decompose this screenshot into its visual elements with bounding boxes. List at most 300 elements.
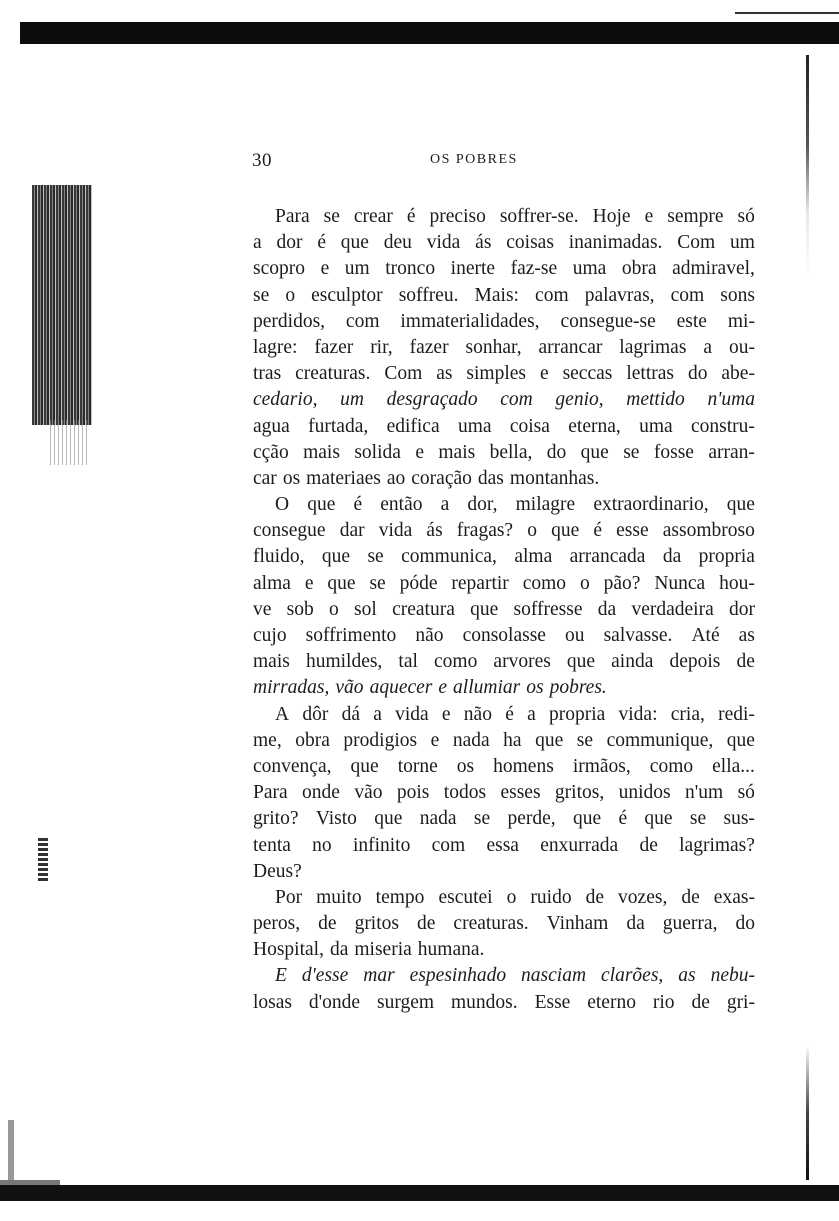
word: cria, <box>670 703 705 725</box>
word: a <box>253 232 262 254</box>
word: o <box>506 886 517 908</box>
word: car <box>253 467 277 489</box>
word: Hospital, <box>253 939 324 961</box>
word: gritos <box>354 913 399 935</box>
word: do <box>687 363 708 385</box>
word: aquecer <box>369 677 433 699</box>
word: d'onde <box>308 991 361 1013</box>
word: materiaes <box>306 467 381 489</box>
word: homens <box>493 755 554 777</box>
word: sol <box>354 598 377 620</box>
word: vida: <box>618 703 658 725</box>
word: ha <box>503 729 522 751</box>
word: consolasse <box>462 625 546 646</box>
word: Para <box>253 782 288 804</box>
word: seccas <box>562 363 613 385</box>
binding-shadow-fade <box>50 420 90 465</box>
word: que <box>535 729 564 751</box>
word: mar <box>363 965 395 987</box>
word: peros, <box>253 913 301 935</box>
word: Visto <box>315 808 357 830</box>
text-line <box>253 309 755 335</box>
word: e <box>441 703 451 725</box>
word: fosse <box>653 441 694 463</box>
scan-edge-thin <box>735 12 839 14</box>
word: repartir <box>451 572 509 594</box>
word: Nunca <box>654 572 706 594</box>
word: no <box>312 834 332 856</box>
word: dôr <box>302 703 329 725</box>
text-line <box>253 728 755 754</box>
word: dor, <box>467 494 498 516</box>
text-line <box>253 649 755 675</box>
word: depois <box>669 651 721 673</box>
word: immaterialidades, <box>400 310 540 332</box>
word: de <box>681 886 700 908</box>
word: mettido <box>626 389 685 411</box>
text-line <box>253 283 755 309</box>
word: só <box>737 206 755 227</box>
word: dor <box>276 232 303 254</box>
word: pobres. <box>549 677 607 699</box>
word: Deus? <box>253 860 302 882</box>
word: se <box>576 729 594 751</box>
word: unidos <box>618 782 671 804</box>
word: sons <box>720 284 755 306</box>
word: Esse <box>534 991 571 1013</box>
word: do <box>546 441 567 463</box>
word: se <box>253 284 270 306</box>
word: esculptor <box>311 284 383 306</box>
word: sob <box>286 598 314 620</box>
word: irmãos, <box>572 755 631 777</box>
word: sus- <box>723 808 755 830</box>
word: se <box>369 572 386 594</box>
text-line <box>253 204 755 230</box>
word: genio, <box>555 389 604 411</box>
word: guerra, <box>662 913 718 935</box>
word: se <box>367 546 384 568</box>
word: deu <box>383 232 412 254</box>
text-line <box>253 963 755 989</box>
word: perde, <box>507 808 556 830</box>
word: este <box>676 310 707 332</box>
text-line <box>253 440 755 466</box>
word: rio <box>652 991 675 1013</box>
word: edifica <box>386 415 440 437</box>
word: surgem <box>377 991 435 1013</box>
word: espesinhado <box>409 965 507 987</box>
word: com <box>670 284 705 306</box>
word: vozes, <box>618 886 668 908</box>
word: e <box>415 441 424 463</box>
word: os <box>526 677 544 699</box>
word: que <box>551 520 580 542</box>
word: é <box>353 494 363 516</box>
word: losas <box>253 991 292 1013</box>
word: o <box>285 284 296 306</box>
word: constru- <box>691 415 755 437</box>
word: admiravel, <box>672 258 755 280</box>
word: arrancar <box>538 336 603 358</box>
word: tenta <box>253 834 291 856</box>
word: da <box>626 913 645 935</box>
word: Até <box>691 625 720 646</box>
word: uma <box>639 415 673 437</box>
word: das <box>477 467 504 489</box>
word: arrancada <box>569 546 646 568</box>
word: preciso <box>429 206 486 227</box>
text-line <box>253 780 755 806</box>
word: e <box>320 258 330 280</box>
word: fragas? <box>456 520 514 542</box>
word: da <box>597 598 617 620</box>
word: obra <box>295 729 330 751</box>
word: que <box>340 232 369 254</box>
word: nasciam <box>521 965 587 987</box>
word: fluido, <box>253 546 305 568</box>
word: é <box>317 232 326 254</box>
word: o <box>329 598 339 620</box>
word: ás <box>475 232 492 254</box>
word: de <box>639 834 658 856</box>
word: a <box>527 703 536 725</box>
word: que <box>566 651 596 673</box>
word: abe- <box>721 363 755 385</box>
word: mais <box>438 441 476 463</box>
word: essa <box>486 834 519 856</box>
word: com <box>535 284 569 306</box>
word: Com <box>677 232 716 254</box>
word: coração <box>411 467 472 489</box>
word: rir, <box>370 336 393 358</box>
word: ve <box>253 598 272 620</box>
word: Por <box>275 886 303 908</box>
text-line <box>253 833 755 859</box>
word: consegue-se <box>560 310 656 332</box>
word: escutei <box>438 886 493 908</box>
word: se <box>323 206 340 227</box>
word: com <box>345 310 380 332</box>
word: clarões, <box>601 965 664 987</box>
word: vida <box>378 520 413 542</box>
word: que <box>327 572 356 594</box>
word: e <box>438 677 448 699</box>
text-line <box>253 623 755 649</box>
word: como <box>649 755 694 777</box>
word: as <box>738 625 755 646</box>
word: me, <box>253 729 282 751</box>
word: miseria <box>354 939 412 961</box>
word: como <box>522 572 567 594</box>
word: propria <box>698 546 755 568</box>
word: de <box>736 651 755 673</box>
word: e <box>539 363 549 385</box>
word: de <box>691 991 710 1013</box>
word: fazer <box>314 336 354 358</box>
word: tronco <box>385 258 436 280</box>
word: solida <box>354 441 401 463</box>
word: um <box>340 389 364 411</box>
word: póde <box>399 572 438 594</box>
word: que <box>726 494 755 516</box>
word: torne <box>397 755 438 777</box>
word: coisas <box>506 232 554 254</box>
word: creaturas. <box>453 913 529 935</box>
word: o <box>579 572 590 594</box>
word: nada <box>452 729 490 751</box>
word: humildes, <box>305 651 383 673</box>
word: pois <box>396 782 430 804</box>
word: alma <box>514 546 553 568</box>
word: é <box>618 808 628 830</box>
word: como <box>434 651 478 673</box>
word: scopro <box>253 258 305 280</box>
word: lagre: <box>253 336 298 358</box>
word: se <box>689 808 707 830</box>
margin-mark <box>38 838 48 883</box>
word: prodigios <box>343 729 418 751</box>
word: eterno <box>587 991 636 1013</box>
word: propria <box>548 703 606 725</box>
word: bella, <box>489 441 533 463</box>
word: dá <box>341 703 360 725</box>
word: O <box>275 494 290 516</box>
word: soffreu. <box>398 284 459 306</box>
word: é <box>593 520 603 542</box>
word: Mais: <box>474 284 519 306</box>
word: o <box>527 520 537 542</box>
word: ao <box>386 467 406 489</box>
text-line <box>253 859 755 885</box>
word: vão <box>354 782 383 804</box>
word: inerte <box>450 258 496 280</box>
word: mundos. <box>451 991 518 1013</box>
text-line <box>253 518 755 544</box>
word: montanhas. <box>509 467 600 489</box>
word: que <box>307 494 336 516</box>
word: que <box>374 808 403 830</box>
word: uma <box>457 415 492 437</box>
word: da <box>329 939 349 961</box>
body-text <box>253 204 755 1016</box>
word: da <box>662 546 682 568</box>
word: communique, <box>606 729 714 751</box>
word: enxurrada <box>540 834 619 856</box>
margin-mark-low <box>8 1120 14 1180</box>
word: e <box>430 729 440 751</box>
word: redi- <box>718 703 755 725</box>
text-line <box>253 702 755 728</box>
word: inanimadas. <box>568 232 663 254</box>
word: tras <box>253 363 282 385</box>
binding-shadow <box>32 185 92 425</box>
word: as <box>678 965 696 987</box>
word: crear <box>353 206 393 227</box>
running-head: OS POBRES <box>430 152 518 167</box>
word: ainda <box>611 651 654 673</box>
word: ás <box>426 520 443 542</box>
word: e <box>304 572 314 594</box>
word: vida <box>395 703 429 725</box>
word: hou- <box>719 572 755 594</box>
word: pão? <box>603 572 641 594</box>
word: é <box>505 703 514 725</box>
word: A <box>275 703 290 725</box>
word: que <box>572 808 602 830</box>
word: sempre <box>667 206 724 227</box>
word: mi- <box>727 310 755 332</box>
word: tal <box>398 651 418 673</box>
word: ruido <box>530 886 572 908</box>
word: palavras, <box>584 284 655 306</box>
word: mais <box>253 651 290 673</box>
scan-edge-top <box>20 22 839 44</box>
text-line <box>253 885 755 911</box>
word: de <box>318 913 337 935</box>
word: todos <box>443 782 487 804</box>
word: cção <box>253 441 289 463</box>
word: soffrer-se. <box>499 206 579 227</box>
word: só <box>737 782 755 804</box>
word: os <box>282 467 301 489</box>
word: perdidos, <box>253 310 326 332</box>
word: um <box>730 232 755 254</box>
word: soffrimento <box>305 625 397 646</box>
text-line <box>253 597 755 623</box>
word: que <box>580 441 609 463</box>
word: mirradas, <box>253 677 330 699</box>
word: se <box>623 441 640 463</box>
text-line <box>253 544 755 570</box>
word: assombroso <box>662 520 755 542</box>
word: gritos, <box>554 782 605 804</box>
word: Vinham <box>546 913 609 935</box>
word: dar <box>339 520 365 542</box>
text-line <box>253 571 755 597</box>
word: cujo <box>253 625 287 646</box>
word: que <box>726 729 755 751</box>
word: desgraçado <box>386 389 478 411</box>
word: infinito <box>352 834 411 856</box>
word: onde <box>302 782 340 804</box>
word: gri- <box>726 991 755 1013</box>
word: arran- <box>708 441 755 463</box>
scan-edge-bottom <box>0 1185 839 1201</box>
text-line <box>253 675 755 701</box>
word: de <box>417 913 436 935</box>
word: então <box>380 494 423 516</box>
word: que <box>350 755 379 777</box>
word: salvasse. <box>603 625 673 646</box>
word: é <box>406 206 416 227</box>
word: Hoje <box>592 206 631 227</box>
word: extraordinario, <box>593 494 709 516</box>
word: creaturas. <box>295 363 371 385</box>
word: não <box>463 703 492 725</box>
word: que <box>321 546 351 568</box>
word: de <box>585 886 605 908</box>
scan-edge-right <box>806 55 809 1180</box>
word: com <box>431 834 466 856</box>
word: dor <box>729 598 755 620</box>
word: fazer <box>409 336 449 358</box>
text-line <box>253 361 755 387</box>
word: a <box>703 336 713 358</box>
text-line <box>253 414 755 440</box>
text-line <box>253 230 755 256</box>
word: não <box>415 625 444 646</box>
word: esses <box>500 782 541 804</box>
word: lagrimas <box>619 336 687 358</box>
word: as <box>436 363 453 385</box>
text-line <box>253 335 755 361</box>
word: humana. <box>417 939 485 961</box>
word: arvores <box>493 651 551 673</box>
word: lettras <box>626 363 674 385</box>
word: do <box>735 913 755 935</box>
word: alma <box>253 572 291 594</box>
text-line <box>253 387 755 413</box>
word: exas- <box>713 886 755 908</box>
word: milagre <box>515 494 576 516</box>
word: faz-se <box>510 258 558 280</box>
word: muito <box>316 886 362 908</box>
text-line <box>253 492 755 518</box>
word: cedario, <box>253 389 318 411</box>
word: furtada, <box>308 415 369 437</box>
word: a <box>373 703 382 725</box>
word: se <box>473 808 491 830</box>
word: convença, <box>253 755 332 777</box>
word: esse <box>616 520 649 542</box>
word: consegue <box>253 520 326 542</box>
word: verdadeira <box>631 598 714 620</box>
word: ou <box>565 625 585 646</box>
word: vida <box>426 232 461 254</box>
word: coisa <box>509 415 550 437</box>
word: os <box>456 755 475 777</box>
text-line <box>253 937 755 963</box>
word: communica, <box>401 546 497 568</box>
word: simples <box>466 363 526 385</box>
word: que <box>470 598 499 620</box>
word: creatura <box>392 598 455 620</box>
text-line <box>253 911 755 937</box>
word: sonhar, <box>465 336 522 358</box>
word: E <box>275 965 287 987</box>
word: obra <box>621 258 657 280</box>
text-line <box>253 806 755 832</box>
word: com <box>500 389 533 411</box>
text-line <box>253 990 755 1016</box>
word: a <box>440 494 450 516</box>
word: que <box>644 808 673 830</box>
word: ella... <box>712 755 755 777</box>
word: um <box>344 258 370 280</box>
word: n'um <box>685 782 724 804</box>
word: Para <box>275 206 310 227</box>
word: ou- <box>728 336 755 358</box>
word: agua <box>253 415 290 437</box>
word: vão <box>335 677 364 699</box>
text-line <box>253 754 755 780</box>
word: allumiar <box>453 677 521 699</box>
word: grito? <box>253 808 299 830</box>
word: eterna, <box>568 415 621 437</box>
word: d'esse <box>301 965 349 987</box>
word: tempo <box>375 886 425 908</box>
